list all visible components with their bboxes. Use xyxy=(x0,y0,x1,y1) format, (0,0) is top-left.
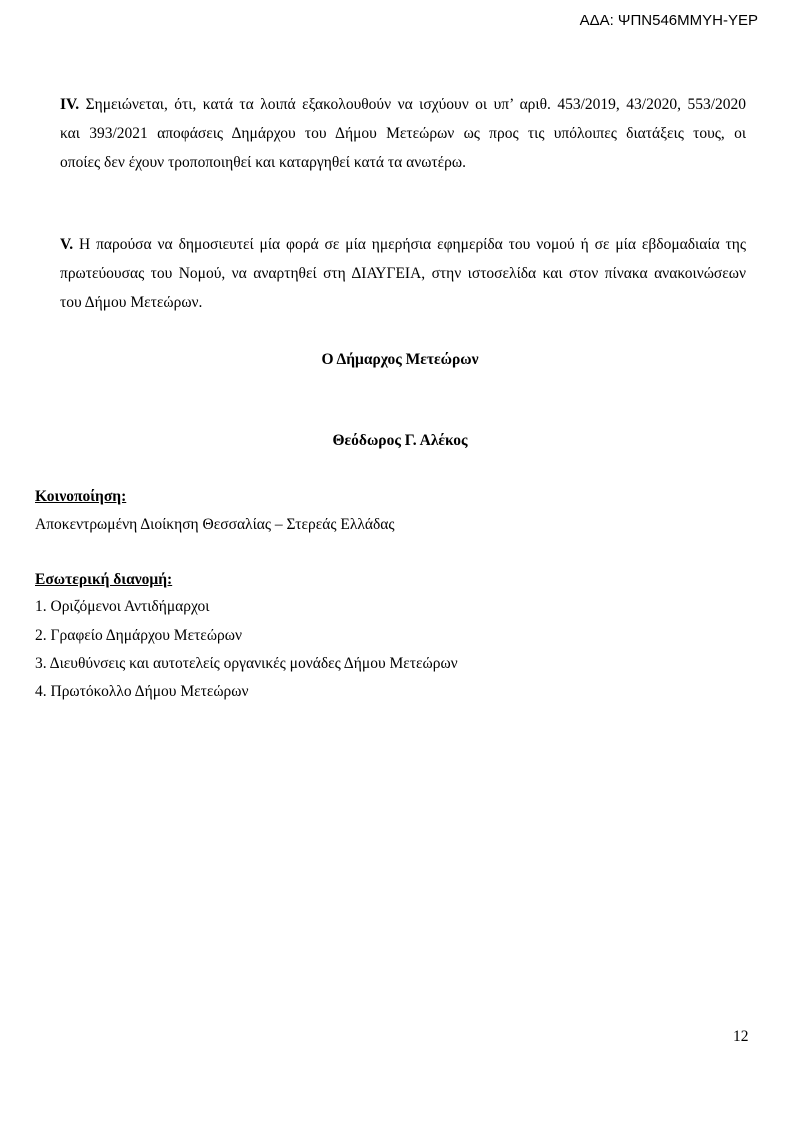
signature-title: Ο Δήμαρχος Μετεώρων xyxy=(321,351,479,368)
para4-number: IV. xyxy=(60,96,80,113)
line-text: Η παρούσα να δημοσιευτεί μία φορά σε μία ημερήσια εφημερίδα του νομού ή σε μία εβδομαδιαία της xyxy=(78,236,747,253)
notification-heading: Κοινοποίηση: xyxy=(35,488,127,505)
internal-item: 4. Πρωτόκολλο Δήμου Μετεώρων xyxy=(35,683,249,700)
para5-line-2: πρωτεύουσας του Νομού, να αναρτηθεί στη ΔΙΑΥΓΕΙΑ, στην ιστοσελίδα και στον πίνακα ανακοινώσεων xyxy=(60,265,746,282)
para4-line-3: οποίες δεν έχουν τροποποιηθεί και καταργηθεί κατά τα ανωτέρω. xyxy=(60,154,466,171)
page-number: 12 xyxy=(733,1028,749,1045)
para5-line-3: του Δήμου Μετεώρων. xyxy=(60,294,203,311)
internal-item: 1. Οριζόμενοι Αντιδήμαρχοι xyxy=(35,598,210,615)
para4-line-1 xyxy=(60,96,746,114)
internal-item: 3. Διευθύνσεις και αυτοτελείς οργανικές μονάδες Δήμου Μετεώρων xyxy=(35,655,458,672)
notification-item: Αποκεντρωμένη Διοίκηση Θεσσαλίας – Στερεάς Ελλάδας xyxy=(35,516,395,533)
line-text: Σημειώνεται, ότι, κατά τα λοιπά εξακολουθούν να ισχύουν οι υπ’ αριθ. 453/2019, 43/2020, 553/2020 xyxy=(85,96,746,113)
para5-line-1 xyxy=(60,236,746,254)
para4-line-2: και 393/2021 αποφάσεις Δημάρχου του Δήμου Μετεώρων ως προς τις υπόλοιπες διατάξεις τους, οι xyxy=(60,125,746,142)
internal-heading: Εσωτερική διανομή: xyxy=(35,571,173,588)
signature-name: Θεόδωρος Γ. Αλέκος xyxy=(332,432,468,449)
ada-code: ΑΔΑ: ΨΠΝ546ΜΜΥΗ-ΥΕΡ xyxy=(579,12,758,29)
para5-number: V. xyxy=(60,236,74,253)
internal-item: 2. Γραφείο Δημάρχου Μετεώρων xyxy=(35,627,242,644)
